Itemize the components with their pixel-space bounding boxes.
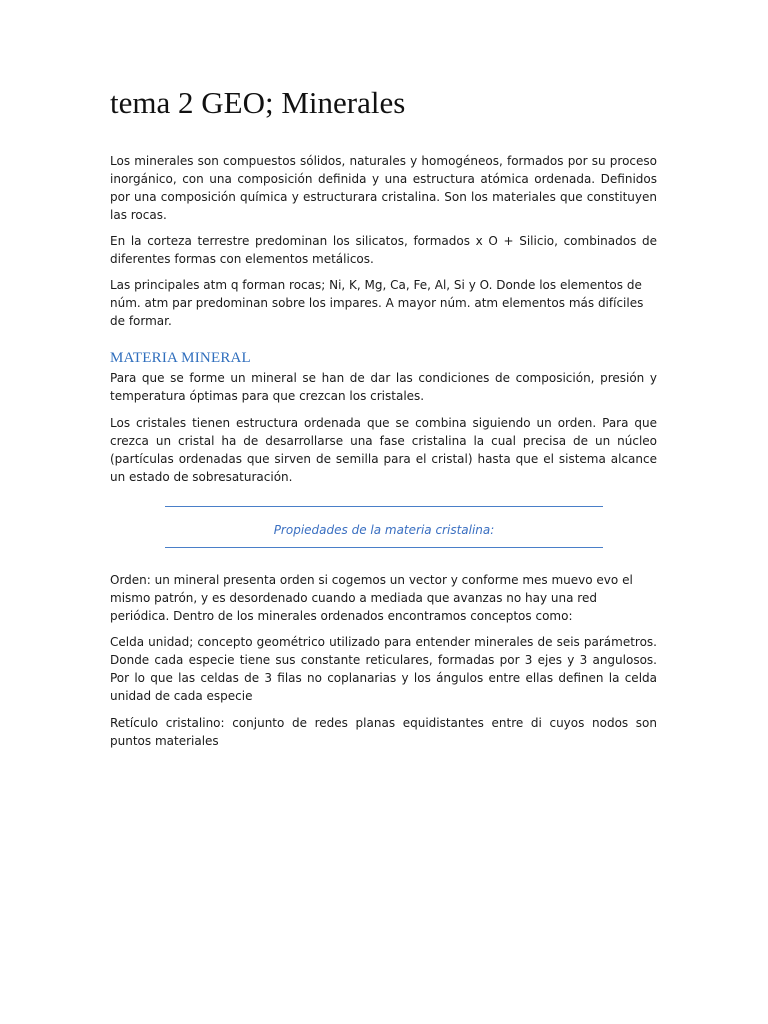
paragraph-celda-unidad: Celda unidad; concepto geométrico utilizado para entender minerales de seis parámetros. Donde cada especie tiene sus constante reticulares, formadas por 3 ejes y 3 angulosos. Por lo que las celdas de 3 filas no coplanarias y los ángulos entre ellas definen la celda unidad de cada especie	[110, 635, 657, 703]
paragraph-condiciones: Para que se forme un mineral se han de dar las condiciones de composición, presión y temperatura óptimas para que crezcan los cristales.	[110, 371, 657, 403]
quote-bottom-rule	[165, 547, 603, 548]
paragraph-elementos: Las principales atm q forman rocas; Ni, K, Mg, Ca, Fe, Al, Si y O. Donde los elementos de núm. atm par predominan sobre los impares. A mayor núm. atm elementos más difíciles de formar.	[110, 278, 644, 328]
paragraph-reticulo: Retículo cristalino: conjunto de redes planas equidistantes entre di cuyos nodos son puntos materiales	[110, 716, 657, 748]
intense-quote: Propiedades de la materia cristalina:	[273, 523, 495, 537]
paragraph-silicatos: En la corteza terrestre predominan los silicatos, formados x O + Silicio, combinados de diferentes formas con elementos metálicos.	[110, 234, 657, 266]
section-heading-materia-mineral: MATERIA MINERAL	[110, 350, 251, 366]
paragraph-definition: Los minerales son compuestos sólidos, naturales y homogéneos, formados por su proceso inorgánico, con una composición definida y una estructura atómica ordenada. Definidos por una composición química y estructurara cristalina. Son los materiales que constituyen las rocas.	[110, 154, 657, 222]
quote-top-rule	[165, 506, 603, 507]
document-title: tema 2 GEO; Minerales	[110, 85, 406, 120]
paragraph-cristales: Los cristales tienen estructura ordenada que se combina siguiendo un orden. Para que crezca un cristal ha de desarrollarse una fase cristalina la cual precisa de un núcleo (partículas ordenadas que sirven de semilla para el cristal) hasta que el sistema alcance un estado de sobresaturación.	[110, 416, 657, 484]
paragraph-orden: Orden: un mineral presenta orden si cogemos un vector y conforme mes muevo evo el mismo patrón, y es desordenado cuando a mediada que avanzas no hay una red periódica. Dentro de los minerales ordenados encontramos conceptos como:	[110, 573, 633, 623]
